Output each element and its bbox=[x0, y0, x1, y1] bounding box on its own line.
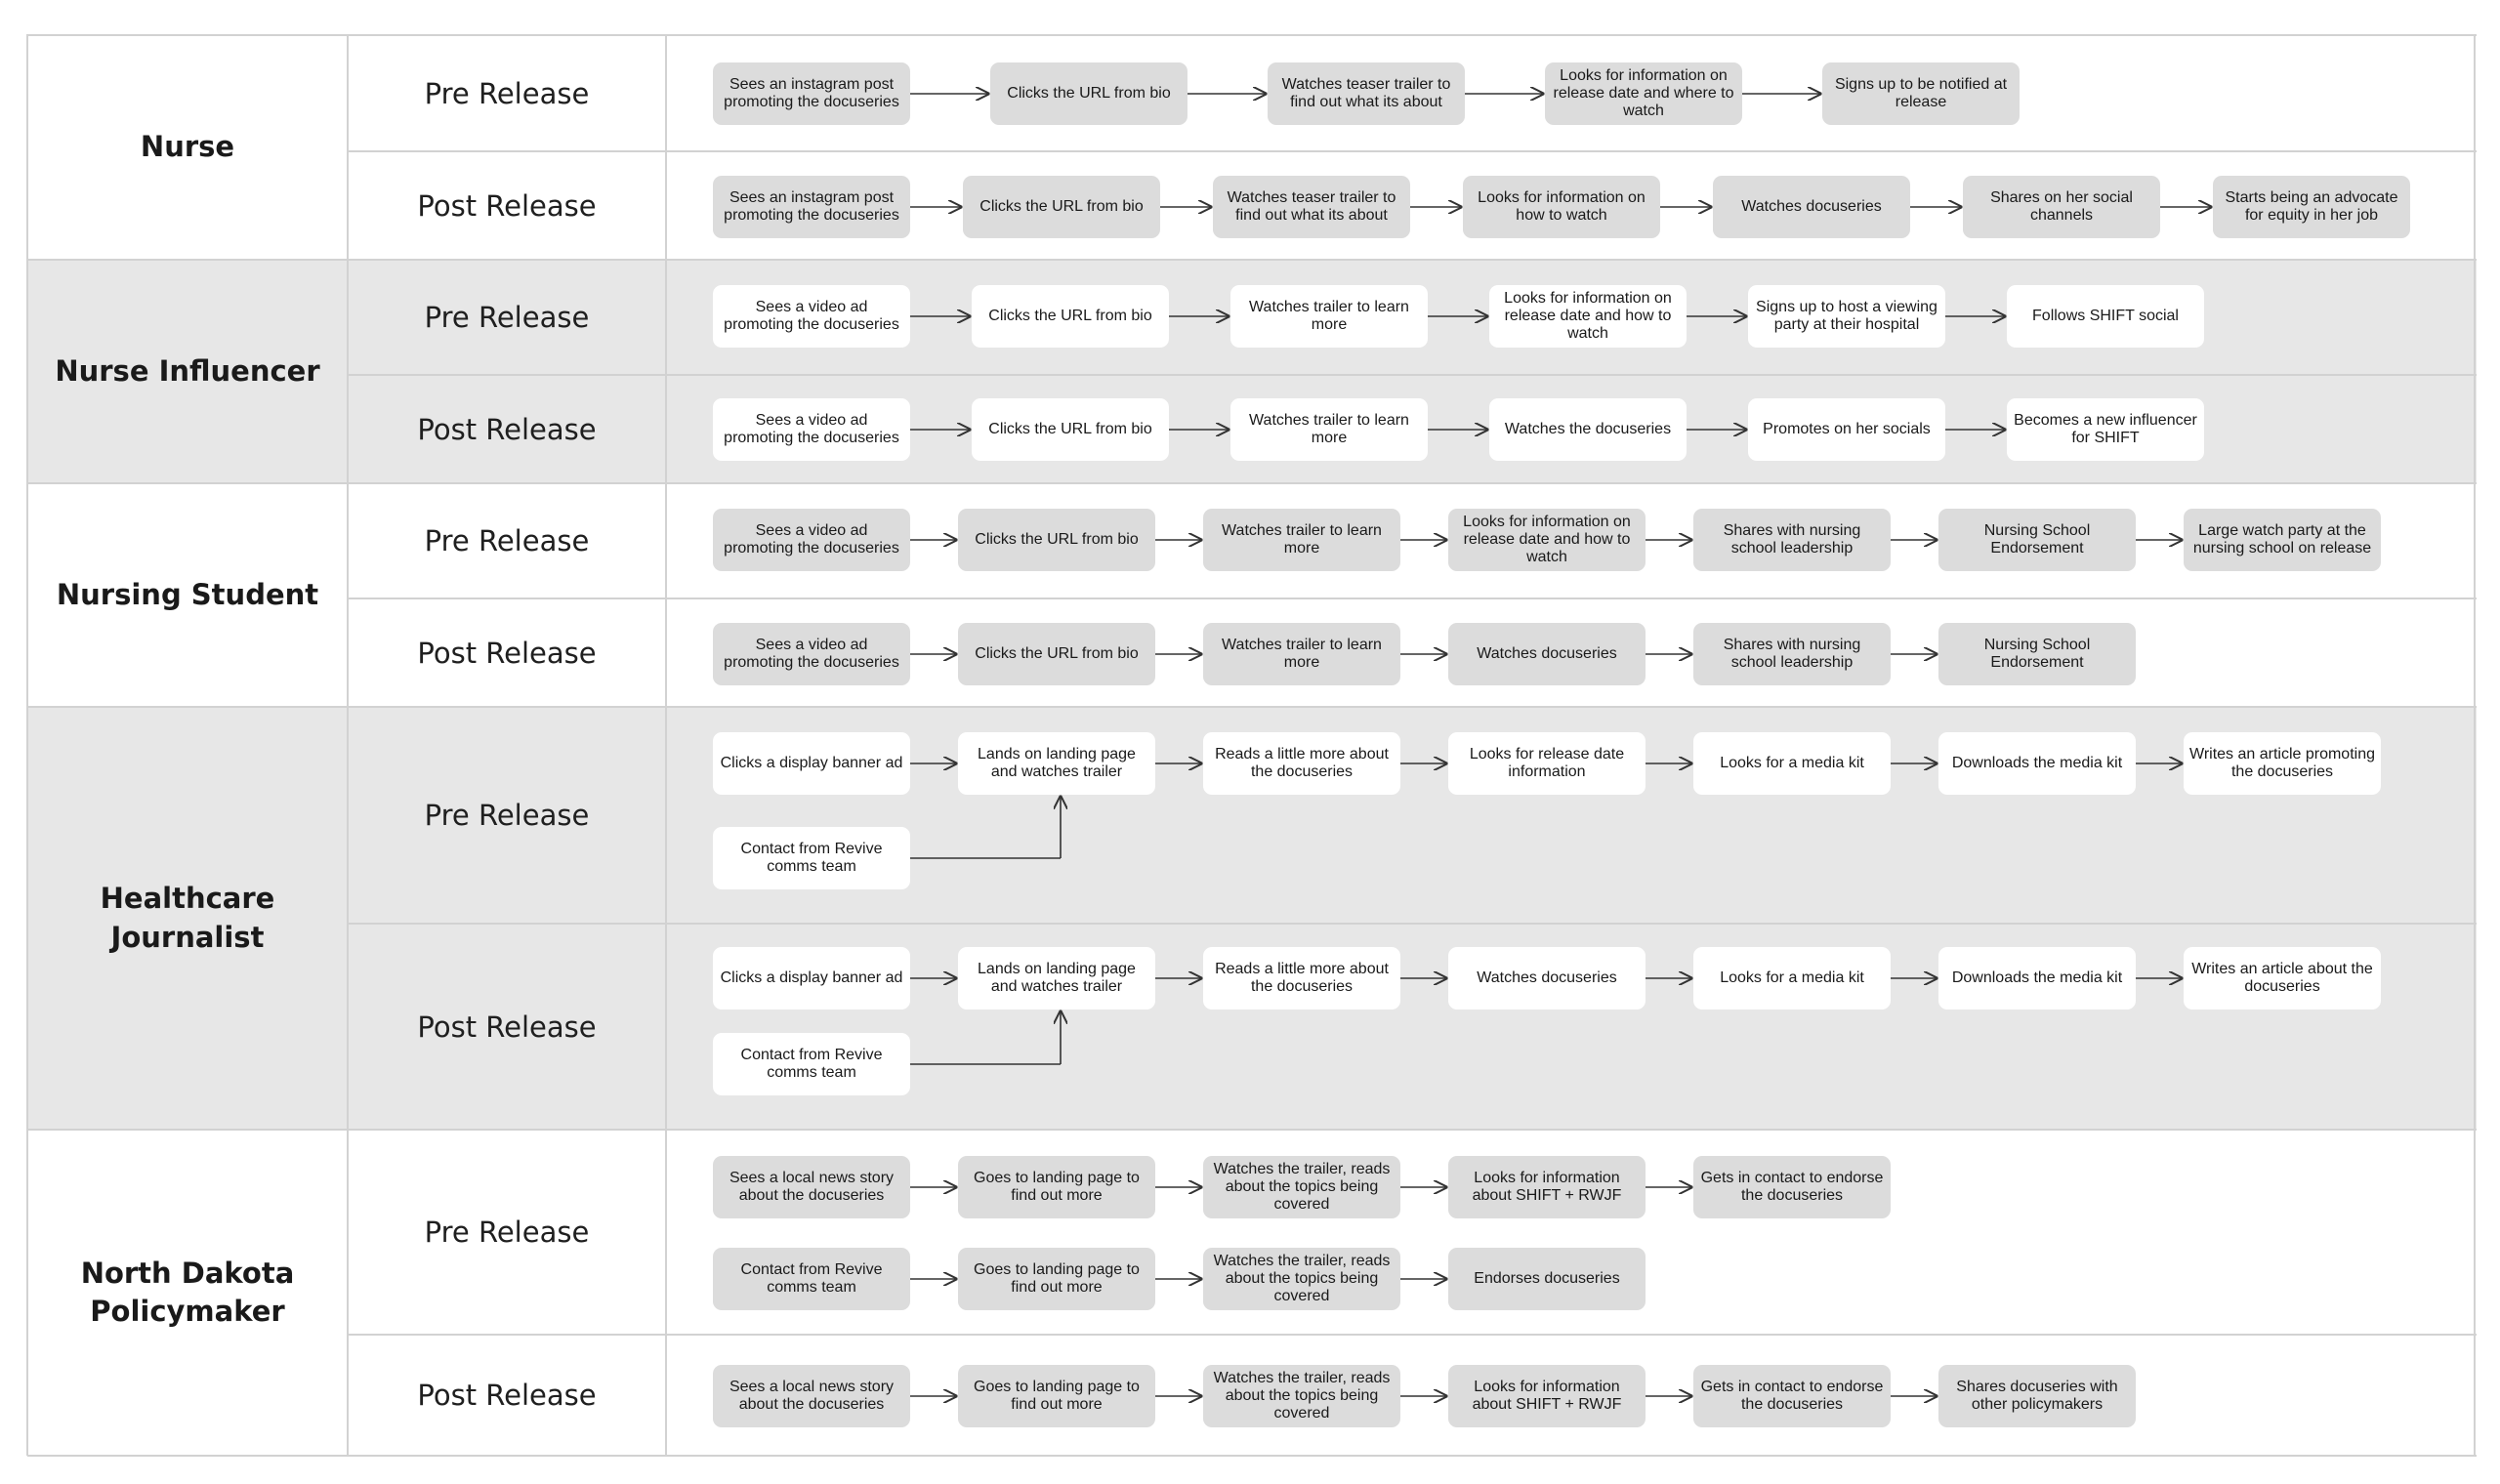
journey-step: Writes an article promoting the docuseries bbox=[2184, 732, 2381, 795]
phase-label: Post Release bbox=[417, 412, 597, 446]
journey-step: Sees a local news story about the docuseries bbox=[713, 1156, 910, 1218]
journey-step: Lands on landing page and watches trailer bbox=[958, 732, 1155, 795]
journey-step: Sees a video ad promoting the docuseries bbox=[713, 285, 910, 348]
journey-step: Watches docuseries bbox=[1448, 947, 1646, 1010]
phase-divider bbox=[348, 1334, 2477, 1336]
persona-divider bbox=[27, 34, 2477, 36]
column-divider bbox=[2474, 34, 2476, 1456]
journey-step: Reads a little more about the docuseries bbox=[1203, 947, 1400, 1010]
journey-step: Gets in contact to endorse the docuseries bbox=[1693, 1365, 1891, 1427]
journey-step: Clicks the URL from bio bbox=[972, 398, 1169, 461]
journey-step: Watches docuseries bbox=[1448, 623, 1646, 685]
journey-step: Shares on her social channels bbox=[1963, 176, 2160, 238]
journey-step: Watches trailer to learn more bbox=[1203, 509, 1400, 571]
persona-divider bbox=[27, 482, 2477, 484]
journey-step: Watches the trailer, reads about the topics being covered bbox=[1203, 1156, 1400, 1218]
journey-step: Shares with nursing school leadership bbox=[1693, 509, 1891, 571]
phase-label: Pre Release bbox=[424, 76, 590, 110]
phase-divider bbox=[348, 598, 2477, 599]
journey-step: Downloads the media kit bbox=[1938, 947, 2136, 1010]
phase-divider bbox=[348, 374, 2477, 376]
journey-step: Sees an instagram post promoting the docuseries bbox=[713, 62, 910, 125]
column-divider bbox=[26, 34, 28, 1456]
phase-label: Pre Release bbox=[424, 524, 590, 557]
journey-step: Clicks the URL from bio bbox=[958, 623, 1155, 685]
journey-step: Watches the trailer, reads about the topics being covered bbox=[1203, 1248, 1400, 1310]
journey-step: Clicks a display banner ad bbox=[713, 947, 910, 1010]
journey-step: Contact from Revive comms team bbox=[713, 1248, 910, 1310]
journey-step: Looks for information on release date and where to watch bbox=[1545, 62, 1742, 125]
journey-step: Gets in contact to endorse the docuseries bbox=[1693, 1156, 1891, 1218]
journey-step: Lands on landing page and watches trailer bbox=[958, 947, 1155, 1010]
journey-step: Clicks the URL from bio bbox=[958, 509, 1155, 571]
journey-step: Clicks the URL from bio bbox=[972, 285, 1169, 348]
journey-step: Sees a video ad promoting the docuseries bbox=[713, 509, 910, 571]
phase-label: Pre Release bbox=[424, 301, 590, 334]
journey-step: Looks for information on release date and how to watch bbox=[1489, 285, 1687, 348]
journey-step: Looks for a media kit bbox=[1693, 947, 1891, 1010]
journey-step: Follows SHIFT social bbox=[2007, 285, 2204, 348]
journey-step: Shares with nursing school leadership bbox=[1693, 623, 1891, 685]
persona-label: Nurse bbox=[140, 130, 235, 164]
persona-label: Nurse Influencer bbox=[55, 353, 320, 388]
journey-step: Watches trailer to learn more bbox=[1203, 623, 1400, 685]
journey-step: Downloads the media kit bbox=[1938, 732, 2136, 795]
journey-step: Looks for a media kit bbox=[1693, 732, 1891, 795]
journey-step: Clicks the URL from bio bbox=[990, 62, 1188, 125]
journey-step: Sees an instagram post promoting the docuseries bbox=[713, 176, 910, 238]
journey-step: Looks for information on how to watch bbox=[1463, 176, 1660, 238]
phase-divider bbox=[348, 923, 2477, 925]
phase-label: Post Release bbox=[417, 1010, 597, 1044]
column-divider bbox=[665, 34, 667, 1456]
journey-step: Sees a local news story about the docuseries bbox=[713, 1365, 910, 1427]
journey-step: Goes to landing page to find out more bbox=[958, 1365, 1155, 1427]
phase-label: Post Release bbox=[417, 188, 597, 223]
journey-step: Looks for information about SHIFT + RWJF bbox=[1448, 1156, 1646, 1218]
journey-step: Watches docuseries bbox=[1713, 176, 1910, 238]
journey-step: Watches teaser trailer to find out what its about bbox=[1268, 62, 1465, 125]
phase-label: Post Release bbox=[417, 1379, 597, 1412]
journey-step: Contact from Revive comms team bbox=[713, 827, 910, 889]
journey-step: Looks for information on release date and how to watch bbox=[1448, 509, 1646, 571]
journey-step: Shares docuseries with other policymakers bbox=[1938, 1365, 2136, 1427]
persona-label: North Dakota Policymaker bbox=[80, 1256, 295, 1328]
journey-step: Reads a little more about the docuseries bbox=[1203, 732, 1400, 795]
phase-label: Pre Release bbox=[424, 799, 590, 832]
journey-step: Watches trailer to learn more bbox=[1230, 398, 1428, 461]
journey-step: Signs up to host a viewing party at their hospital bbox=[1748, 285, 1945, 348]
phase-divider bbox=[348, 150, 2477, 152]
journey-step: Nursing School Endorsement bbox=[1938, 509, 2136, 571]
journey-step: Starts being an advocate for equity in her job bbox=[2213, 176, 2410, 238]
journey-step: Watches the trailer, reads about the topics being covered bbox=[1203, 1365, 1400, 1427]
column-divider bbox=[347, 34, 349, 1456]
persona-label: Nursing Student bbox=[56, 577, 319, 611]
persona-divider bbox=[27, 1129, 2477, 1131]
persona-divider bbox=[27, 259, 2477, 261]
journey-step: Clicks a display banner ad bbox=[713, 732, 910, 795]
journey-step: Clicks the URL from bio bbox=[963, 176, 1160, 238]
journey-step: Endorses docuseries bbox=[1448, 1248, 1646, 1310]
phase-label: Pre Release bbox=[424, 1216, 590, 1249]
journey-step: Sees a video ad promoting the docuseries bbox=[713, 398, 910, 461]
journey-step: Looks for information about SHIFT + RWJF bbox=[1448, 1365, 1646, 1427]
journey-step: Contact from Revive comms team bbox=[713, 1033, 910, 1095]
journey-step: Goes to landing page to find out more bbox=[958, 1156, 1155, 1218]
journey-step: Goes to landing page to find out more bbox=[958, 1248, 1155, 1310]
journey-step: Promotes on her socials bbox=[1748, 398, 1945, 461]
journey-step: Signs up to be notified at release bbox=[1822, 62, 2020, 125]
journey-step: Watches trailer to learn more bbox=[1230, 285, 1428, 348]
journey-step: Nursing School Endorsement bbox=[1938, 623, 2136, 685]
journey-step: Looks for release date information bbox=[1448, 732, 1646, 795]
phase-label: Post Release bbox=[417, 636, 597, 670]
journey-step: Watches the docuseries bbox=[1489, 398, 1687, 461]
persona-divider bbox=[27, 706, 2477, 708]
journey-step: Large watch party at the nursing school on release bbox=[2184, 509, 2381, 571]
journey-step: Sees a video ad promoting the docuseries bbox=[713, 623, 910, 685]
journey-step: Writes an article about the docuseries bbox=[2184, 947, 2381, 1010]
persona-label: Healthcare Journalist bbox=[100, 882, 275, 954]
journey-step: Watches teaser trailer to find out what its about bbox=[1213, 176, 1410, 238]
table-bottom-border bbox=[27, 1455, 2477, 1457]
journey-step: Becomes a new influencer for SHIFT bbox=[2007, 398, 2204, 461]
